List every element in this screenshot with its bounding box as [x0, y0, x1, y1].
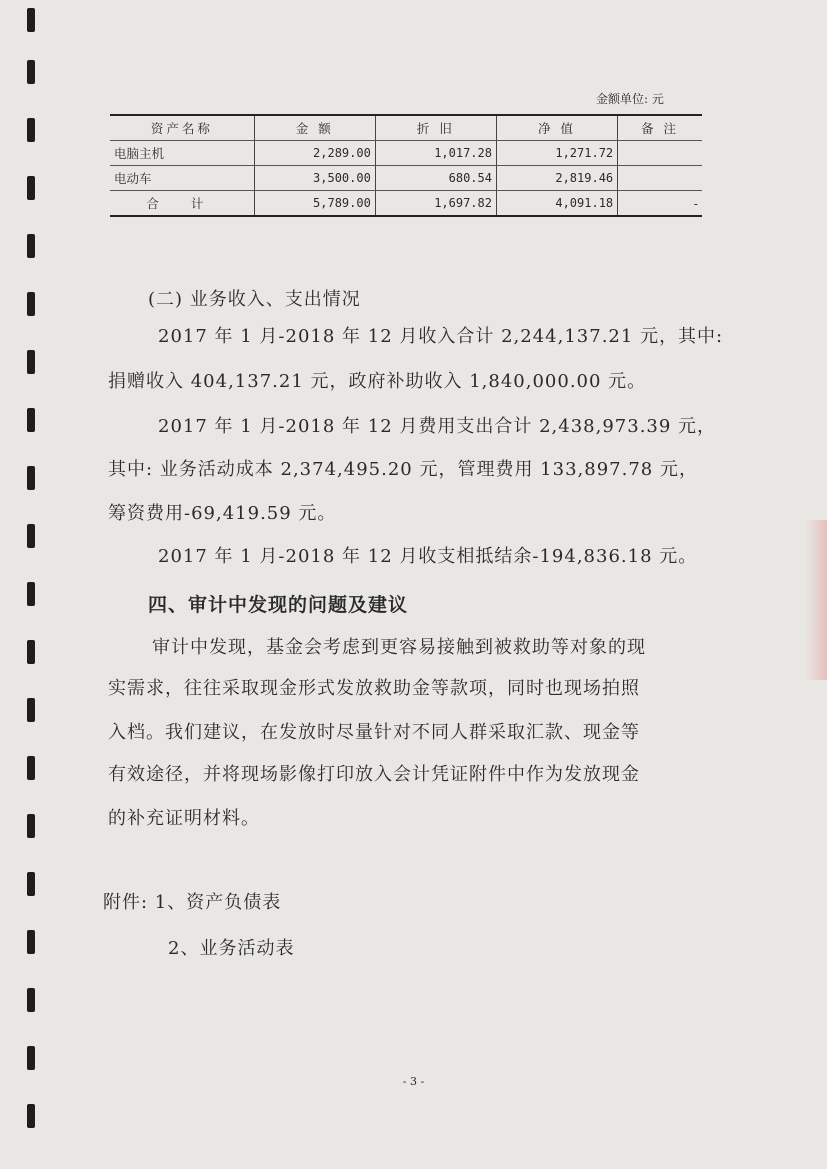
- binding-hole: [27, 930, 35, 954]
- cell-net-value: 2,819.46: [496, 166, 617, 191]
- binding-holes: [0, 0, 40, 1169]
- cell-depreciation: 680.54: [375, 166, 496, 191]
- income-line-1: 2017 年 1 月-2018 年 12 月收入合计 2,244,137.21 元，其中:: [158, 326, 724, 347]
- unit-label: 金额单位: 元: [596, 92, 664, 106]
- cell-depreciation: 1,017.28: [375, 141, 496, 166]
- cell-remark: [618, 141, 702, 166]
- binding-hole: [27, 582, 35, 606]
- table-total-row: [110, 191, 702, 217]
- binding-hole: [27, 988, 35, 1012]
- cell-total-remark: -: [618, 191, 702, 217]
- header-amount: 金 额: [254, 115, 375, 141]
- expense-line-3: 筹资费用-69,419.59 元。: [108, 503, 337, 524]
- header-remark: 备 注: [618, 115, 702, 141]
- binding-hole: [27, 350, 35, 374]
- section-2-title: (二) 业务收入、支出情况: [148, 289, 361, 310]
- binding-hole: [27, 756, 35, 780]
- binding-hole: [27, 118, 35, 142]
- seal-edge: [805, 520, 827, 680]
- attachment-2: 2、业务活动表: [168, 938, 295, 959]
- cell-total-amount: 5,789.00: [254, 191, 375, 217]
- findings-line-1: 审计中发现，基金会考虑到更容易接触到被救助等对象的现: [152, 637, 646, 658]
- findings-line-4: 有效途径，并将现场影像打印放入会计凭证附件中作为发放现金: [108, 764, 640, 785]
- cell-net-value: 1,271.72: [496, 141, 617, 166]
- cell-asset-name: 电动车: [110, 166, 254, 191]
- findings-line-3: 入档。我们建议，在发放时尽量针对不同人群采取汇款、现金等: [108, 722, 640, 743]
- binding-hole: [27, 640, 35, 664]
- section-4-title: 四、审计中发现的问题及建议: [148, 594, 409, 616]
- cell-remark: [618, 166, 702, 191]
- cell-total-depreciation: 1,697.82: [375, 191, 496, 217]
- cell-amount: 2,289.00: [254, 141, 375, 166]
- attachment-1: 附件: 1、资产负债表: [103, 892, 282, 913]
- income-line-2: 捐赠收入 404,137.21 元，政府补助收入 1,840,000.00 元。: [108, 371, 647, 392]
- surplus-line: 2017 年 1 月-2018 年 12 月收支相抵结余-194,836.18 元。: [158, 546, 698, 567]
- binding-hole: [27, 8, 35, 32]
- binding-hole: [27, 234, 35, 258]
- expense-line-2: 其中: 业务活动成本 2,374,495.20 元，管理费用 133,897.78 元，: [108, 459, 698, 480]
- header-net-value: 净 值: [496, 115, 617, 141]
- binding-hole: [27, 814, 35, 838]
- findings-line-5: 的补充证明材料。: [108, 808, 260, 829]
- findings-line-2: 实需求，往往采取现金形式发放救助金等款项，同时也现场拍照: [108, 678, 640, 699]
- table-row: [110, 166, 702, 191]
- binding-hole: [27, 872, 35, 896]
- table-header-row: [110, 115, 702, 141]
- binding-hole: [27, 524, 35, 548]
- binding-hole: [27, 698, 35, 722]
- binding-hole: [27, 176, 35, 200]
- cell-asset-name: 电脑主机: [110, 141, 254, 166]
- cell-amount: 3,500.00: [254, 166, 375, 191]
- binding-hole: [27, 1046, 35, 1070]
- cell-total-label: 合 计: [110, 191, 254, 217]
- binding-hole: [27, 60, 35, 84]
- page-number: - 3 -: [402, 1075, 425, 1088]
- binding-hole: [27, 292, 35, 316]
- binding-hole: [27, 466, 35, 490]
- table-row: [110, 141, 702, 166]
- binding-hole: [27, 408, 35, 432]
- header-asset-name: 资产名称: [110, 115, 254, 141]
- expense-line-1: 2017 年 1 月-2018 年 12 月费用支出合计 2,438,973.39 元，: [158, 416, 717, 437]
- cell-total-net-value: 4,091.18: [496, 191, 617, 217]
- binding-hole: [27, 1104, 35, 1128]
- asset-table: [110, 114, 702, 217]
- header-depreciation: 折 旧: [375, 115, 496, 141]
